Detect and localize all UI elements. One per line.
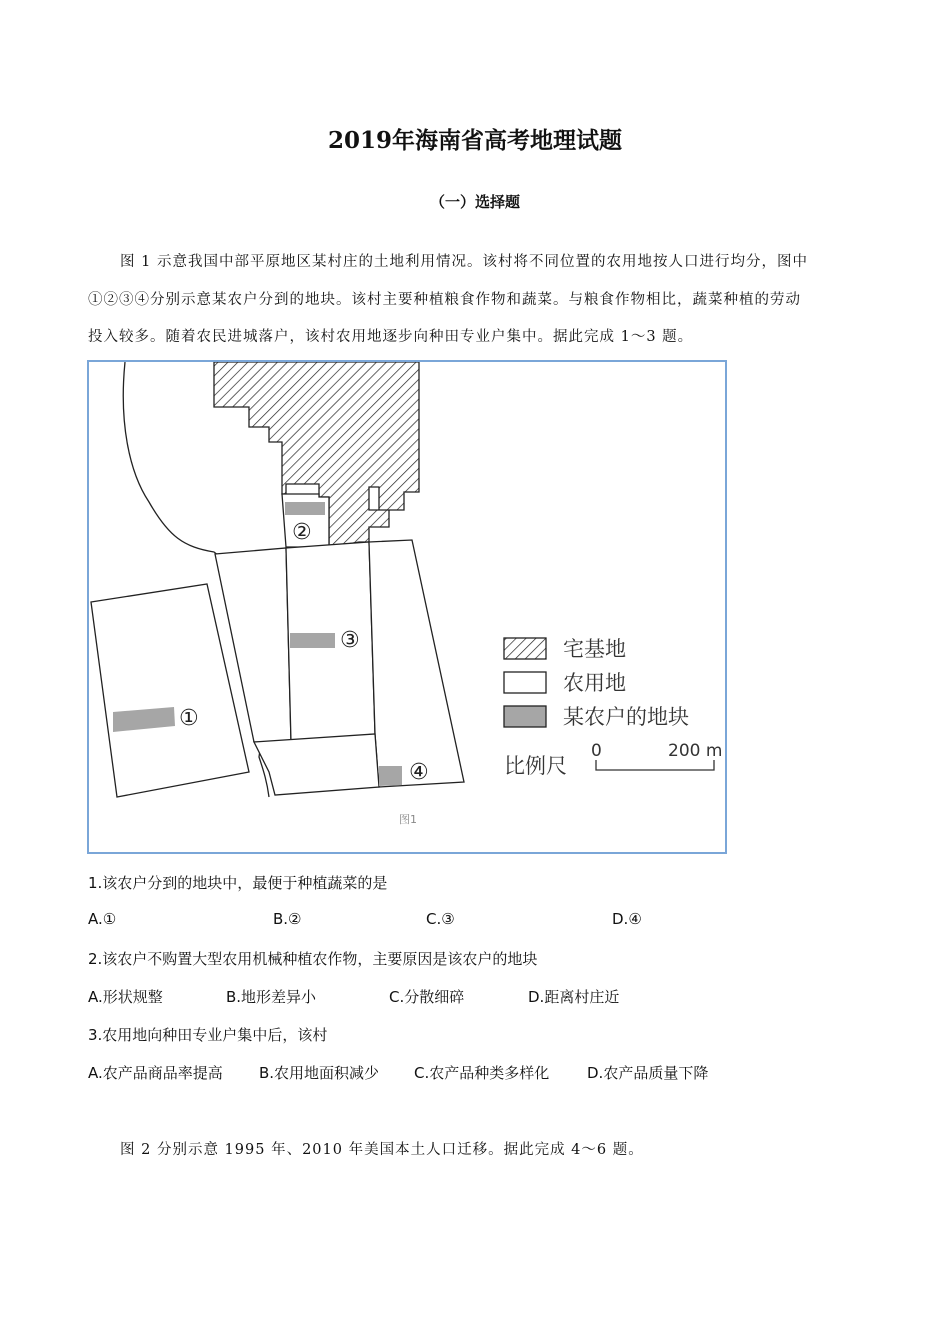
- intro-line-2: ①②③④分别示意某农户分到的地块。该村主要种植粮食作物和蔬菜。与粮食作物相比，蔬菜种植的劳动: [88, 292, 801, 308]
- household-plot-3: [290, 633, 335, 648]
- question-2-option-c[interactable]: C.分散细碎: [389, 988, 465, 1006]
- question-1-option-d[interactable]: D.④: [612, 910, 642, 928]
- question-1-option-b[interactable]: B.②: [273, 910, 302, 928]
- farmland-plot: [91, 584, 249, 797]
- scale-zero: 0: [591, 741, 602, 761]
- question-3-option-c[interactable]: C.农产品种类多样化: [414, 1064, 550, 1082]
- question-2-option-b[interactable]: B.地形差异小: [226, 988, 317, 1006]
- household-plot-4: [379, 766, 402, 786]
- section-heading: （一）选择题: [429, 193, 520, 211]
- legend-label-household: 某农户的地块: [563, 705, 689, 729]
- farmland-plot: [254, 734, 379, 795]
- question-1-stem: 1.该农户分到的地块中，最便于种植蔬菜的是: [88, 874, 388, 892]
- question-2-option-d[interactable]: D.距离村庄近: [528, 988, 620, 1006]
- question-1-option-c[interactable]: C.③: [426, 910, 455, 928]
- scale-label: 比例尺: [504, 754, 567, 778]
- household-plot-2: [285, 502, 325, 515]
- question-3-option-b[interactable]: B.农用地面积减少: [259, 1064, 380, 1082]
- intro-2: 图 2 分别示意 1995 年、2010 年美国本土人口迁移。据此完成 4～6 题。: [120, 1142, 644, 1158]
- legend-swatch-household: [504, 706, 546, 727]
- land-use-map-figure: [87, 360, 727, 854]
- legend-label-farmland: 农用地: [563, 671, 626, 695]
- intro-line-3: 投入较多。随着农民进城落户，该村农用地逐步向种田专业户集中。据此完成 1～3 题。: [88, 329, 694, 345]
- question-1-option-a[interactable]: A.①: [88, 910, 117, 928]
- farmland-plot: [369, 540, 464, 787]
- legend-swatch-residential: [504, 638, 546, 659]
- plot-label-2: ②: [292, 520, 312, 545]
- question-2-option-a[interactable]: A.形状规整: [88, 988, 163, 1006]
- scale-distance: 200 m: [668, 741, 723, 761]
- figure-caption: 图1: [399, 813, 417, 826]
- land-use-map: [89, 362, 725, 852]
- question-2-stem: 2.该农户不购置大型农用机械种植农作物，主要原因是该农户的地块: [88, 950, 538, 968]
- question-3-option-a[interactable]: A.农产品商品率提高: [88, 1064, 223, 1082]
- document-title: 2019年海南省高考地理试题: [327, 127, 622, 154]
- scale-bar: [596, 760, 714, 770]
- question-3-stem: 3.农用地向种田专业户集中后，该村: [88, 1026, 328, 1044]
- question-3-option-d[interactable]: D.农产品质量下降: [587, 1064, 709, 1082]
- plot-label-4: ④: [409, 760, 429, 785]
- legend-swatch-farmland: [504, 672, 546, 693]
- plot-label-3: ③: [340, 628, 360, 653]
- plot-label-1: ①: [179, 706, 199, 731]
- intro-line-1: 图 1 示意我国中部平原地区某村庄的土地利用情况。该村将不同位置的农用地按人口进行均分，图中: [120, 254, 808, 270]
- legend-label-residential: 宅基地: [563, 637, 626, 661]
